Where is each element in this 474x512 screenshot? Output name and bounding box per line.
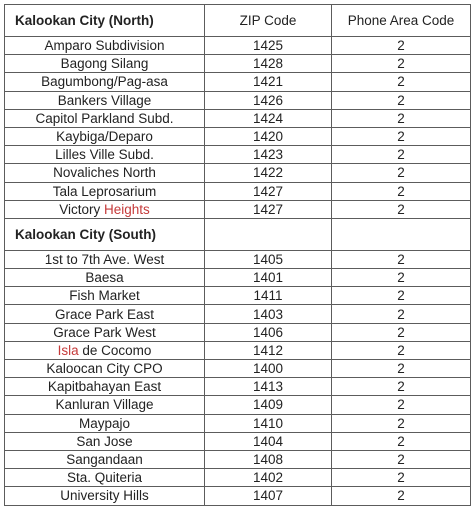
area-name: 1st to 7th Ave. West xyxy=(5,250,205,268)
header-phone-area-code: Phone Area Code xyxy=(332,5,471,37)
phone-area-code: 2 xyxy=(332,182,471,200)
table-row xyxy=(5,396,471,414)
table-row xyxy=(5,341,471,359)
zip-code: 1408 xyxy=(205,450,332,468)
zip-code: 1427 xyxy=(205,200,332,218)
phone-area-code: 2 xyxy=(332,37,471,55)
table-row xyxy=(5,305,471,323)
area-name: Tala Leprosarium xyxy=(5,182,205,200)
area-name: Amparo Subdivision xyxy=(5,37,205,55)
empty-cell xyxy=(205,218,332,250)
header-zip-code: ZIP Code xyxy=(205,5,332,37)
phone-area-code: 2 xyxy=(332,432,471,450)
table-row xyxy=(5,432,471,450)
phone-area-code: 2 xyxy=(332,414,471,432)
highlighted-word-link[interactable]: Heights xyxy=(103,201,150,217)
area-name: Sangandaan xyxy=(5,450,205,468)
phone-area-code: 2 xyxy=(332,287,471,305)
section-header-row xyxy=(5,218,471,250)
phone-area-code: 2 xyxy=(332,450,471,468)
zip-code: 1422 xyxy=(205,164,332,182)
table-row xyxy=(5,55,471,73)
zip-code: 1406 xyxy=(205,323,332,341)
phone-area-code: 2 xyxy=(332,469,471,487)
area-name: Lilles Ville Subd. xyxy=(5,146,205,164)
area-name: Grace Park West xyxy=(5,323,205,341)
phone-area-code: 2 xyxy=(332,127,471,145)
phone-area-code: 2 xyxy=(332,200,471,218)
area-name: University Hills xyxy=(5,487,205,505)
zip-code: 1428 xyxy=(205,55,332,73)
zip-code: 1411 xyxy=(205,287,332,305)
zip-code: 1426 xyxy=(205,91,332,109)
phone-area-code: 2 xyxy=(332,487,471,505)
zip-code: 1409 xyxy=(205,396,332,414)
phone-area-code: 2 xyxy=(332,146,471,164)
phone-area-code: 2 xyxy=(332,323,471,341)
table-row xyxy=(5,73,471,91)
table-row xyxy=(5,127,471,145)
phone-area-code: 2 xyxy=(332,378,471,396)
table-row xyxy=(5,487,471,505)
phone-area-code: 2 xyxy=(332,250,471,268)
area-name: Maypajo xyxy=(5,414,205,432)
zip-code: 1412 xyxy=(205,341,332,359)
area-name-part: Victory xyxy=(59,201,104,217)
table-row xyxy=(5,323,471,341)
zip-code: 1403 xyxy=(205,305,332,323)
zip-code-table xyxy=(4,4,471,506)
phone-area-code: 2 xyxy=(332,305,471,323)
area-name: Bagumbong/Pag-asa xyxy=(5,73,205,91)
area-name xyxy=(5,341,205,359)
area-name-part: de Cocomo xyxy=(78,342,152,358)
highlighted-word-link[interactable]: Isla xyxy=(57,342,79,358)
area-name: San Jose xyxy=(5,432,205,450)
area-name: Bagong Silang xyxy=(5,55,205,73)
table-row xyxy=(5,200,471,218)
table-row xyxy=(5,360,471,378)
phone-area-code: 2 xyxy=(332,164,471,182)
zip-code: 1410 xyxy=(205,414,332,432)
area-name: Sta. Quiteria xyxy=(5,469,205,487)
phone-area-code: 2 xyxy=(332,360,471,378)
table-row xyxy=(5,378,471,396)
zip-code: 1413 xyxy=(205,378,332,396)
table-header-row xyxy=(5,5,471,37)
area-name xyxy=(5,200,205,218)
table-row xyxy=(5,250,471,268)
table-row xyxy=(5,269,471,287)
zip-code: 1420 xyxy=(205,127,332,145)
section-title-south: Kalookan City (South) xyxy=(5,218,205,250)
phone-area-code: 2 xyxy=(332,396,471,414)
table-row xyxy=(5,287,471,305)
zip-code: 1402 xyxy=(205,469,332,487)
table-row xyxy=(5,37,471,55)
table-row xyxy=(5,164,471,182)
area-name: Bankers Village xyxy=(5,91,205,109)
zip-code: 1425 xyxy=(205,37,332,55)
area-name: Capitol Parkland Subd. xyxy=(5,109,205,127)
zip-code: 1427 xyxy=(205,182,332,200)
phone-area-code: 2 xyxy=(332,73,471,91)
table-row xyxy=(5,414,471,432)
zip-code: 1407 xyxy=(205,487,332,505)
area-name: Novaliches North xyxy=(5,164,205,182)
area-name: Fish Market xyxy=(5,287,205,305)
header-district: Kalookan City (North) xyxy=(5,5,205,37)
zip-code: 1401 xyxy=(205,269,332,287)
zip-code: 1421 xyxy=(205,73,332,91)
zip-code: 1423 xyxy=(205,146,332,164)
area-name: Kaloocan City CPO xyxy=(5,360,205,378)
phone-area-code: 2 xyxy=(332,91,471,109)
area-name: Grace Park East xyxy=(5,305,205,323)
area-name: Baesa xyxy=(5,269,205,287)
table-row xyxy=(5,146,471,164)
table-row xyxy=(5,469,471,487)
zip-code: 1405 xyxy=(205,250,332,268)
phone-area-code: 2 xyxy=(332,55,471,73)
zip-code: 1400 xyxy=(205,360,332,378)
zip-code: 1424 xyxy=(205,109,332,127)
area-name: Kanluran Village xyxy=(5,396,205,414)
table-row xyxy=(5,109,471,127)
empty-cell xyxy=(332,218,471,250)
area-name: Kapitbahayan East xyxy=(5,378,205,396)
phone-area-code: 2 xyxy=(332,109,471,127)
area-name: Kaybiga/Deparo xyxy=(5,127,205,145)
table-row xyxy=(5,182,471,200)
phone-area-code: 2 xyxy=(332,269,471,287)
phone-area-code: 2 xyxy=(332,341,471,359)
table-row xyxy=(5,91,471,109)
table-row xyxy=(5,450,471,468)
zip-code: 1404 xyxy=(205,432,332,450)
